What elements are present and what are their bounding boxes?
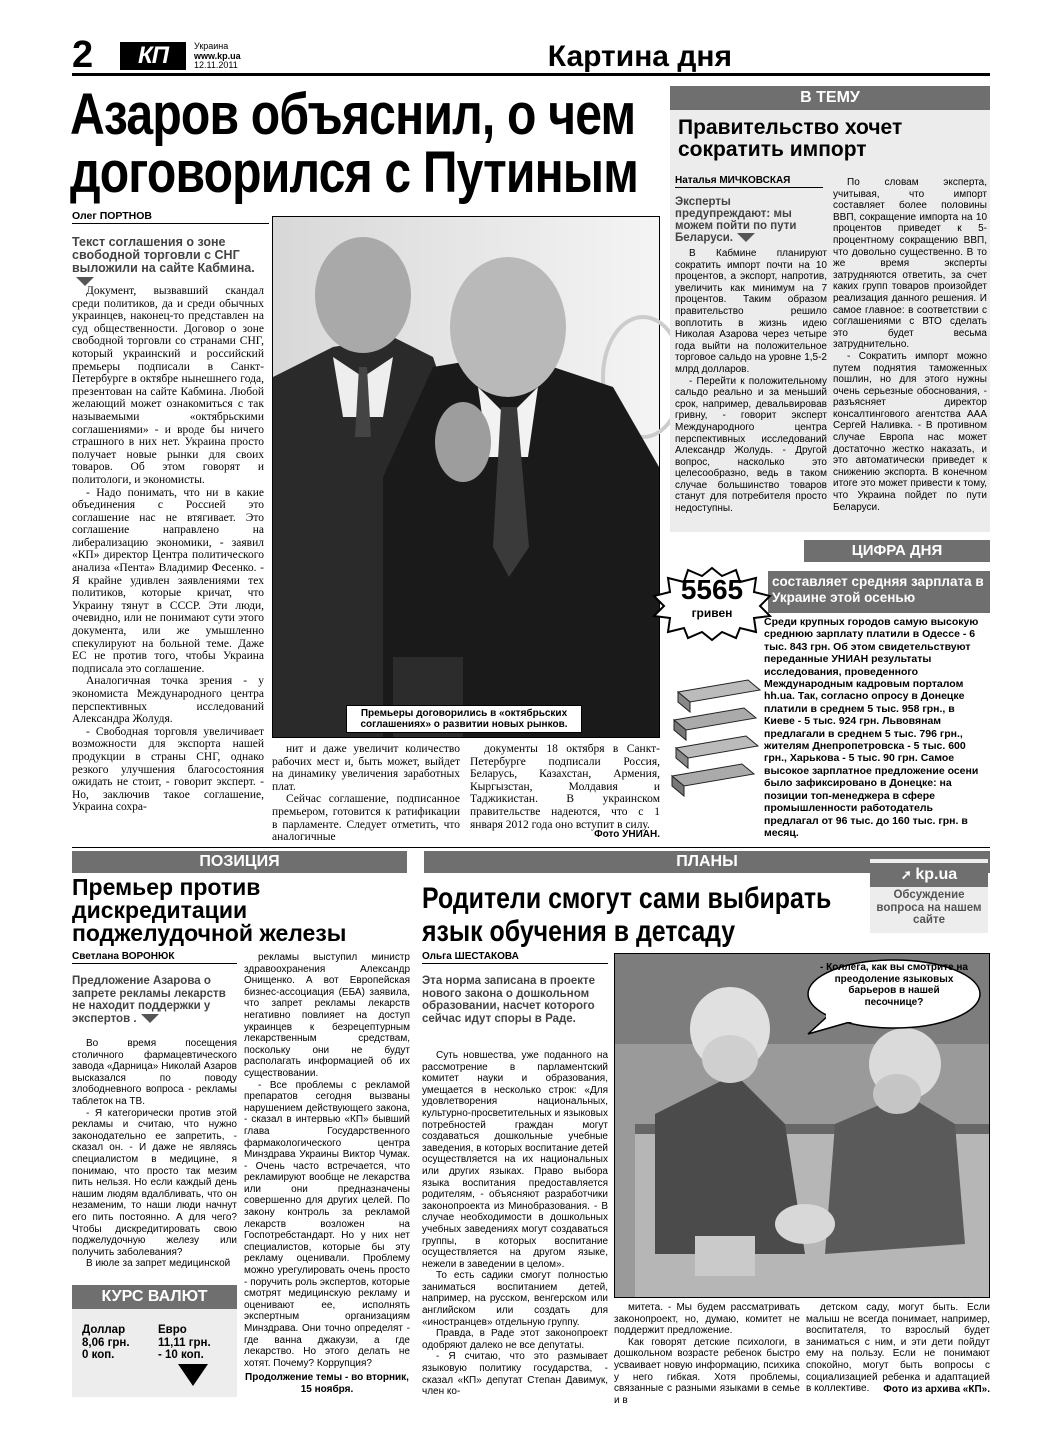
- masthead: [72, 34, 990, 76]
- page-number: 2: [72, 34, 94, 76]
- paragraph: - Свободная торговля увеличивает возможности для экспорта нашей продукции в страны СНГ, однако резкого улучшения благосостояния ожидать не стоит, - говорит эксперт. - Но, заключив такое соглашение, Украина сохра-: [72, 725, 264, 814]
- paragraph: Аналогичная точка зрения - у экономиста Международного центра перспективных исследований Александра Жолудя.: [72, 675, 264, 726]
- dollar-value: 8,06 грн.: [82, 1336, 130, 1349]
- speech-bubble-text: - Коллега, как вы смотрите на преодоление языковых барьеров в нашей песочнице?: [820, 962, 968, 1008]
- paragraph: Документ, вызвавший скандал среди политиков, да и среди обычных украинцев, наконец-то представлен на суд общественности. Договор о зоне свободной торговли со странами СНГ, который украинский и российский премьеры подписали в Санкт-Петербурге в октябре нынешнего года, презентован на сайте Кабмина. Любой желающий может ознакомиться с так называемыми «октябрьскими соглашениями» - и вроде бы ничего страшного в них нет. Украина просто получает новые рынки для своих товаров. Об этом говорят и политологи, и экономисты.: [72, 285, 264, 486]
- plans-headline: [422, 882, 832, 948]
- main-column-3: [470, 743, 660, 829]
- position-lead-text: Предложение Азарова о запрете рекламы лекарств не находит поддержки у экспертов .: [72, 975, 226, 1025]
- sidebar-lead-text: Эксперты предупреждают: мы можем пойти по пути Беларуси.: [675, 196, 797, 244]
- kp-promo-logo[interactable]: [870, 863, 988, 887]
- euro-label: Евро: [158, 1324, 187, 1336]
- sidebar-rubric: В ТЕМУ: [670, 86, 990, 110]
- sidebar-headline: Правительство хочет сократить импорт: [678, 116, 903, 161]
- kp-logo: КП: [120, 42, 186, 70]
- paragraph: - Я считаю, что это размывает языковую политику государства, - сказал «КП» депутат Степан Давимук, член ко-: [422, 1351, 608, 1398]
- kp-promo-logo-text: kp.ua: [915, 866, 958, 883]
- currency-title: КУРС ВАЛЮТ: [72, 1285, 237, 1309]
- plans-author: Ольга ШЕСТАКОВА: [422, 951, 608, 964]
- masthead-date: 12.11.2011: [194, 60, 238, 70]
- paragraph: нит и даже увеличит количество рабочих мест и, быть может, выйдет на динамику увеличения заработных плат.: [272, 743, 460, 793]
- position-author: Светлана ВОРОНЮК: [72, 951, 237, 964]
- arrow-down-icon: [141, 1014, 159, 1023]
- currency-dollar: [82, 1324, 130, 1362]
- paragraph: По словам эксперта, учитывая, что импорт составляет более половины ВВП, сокращение импорта на 10 процентов приведет к 5-процентному сокращению ВВП, что довольно существенно. В то же время эксперты затрудняются ответить, за счет каких групп товаров произойдет реализация данного решения. И самое главное: в соответствии с соглашениями с ВТО сделать это будет весьма затруднительно.: [833, 177, 987, 351]
- kp-promo-text[interactable]: Обсуждение вопроса на нашем сайте: [876, 889, 982, 926]
- figure-rubric: ЦИФРА ДНЯ: [804, 540, 990, 562]
- main-lead-text: Текст соглашения о зоне свободной торговли с СНГ выложили на сайте Кабмина.: [72, 235, 255, 275]
- position-headline-line1: Премьер против: [72, 874, 261, 900]
- position-rubric: ПОЗИЦИЯ: [72, 851, 407, 873]
- position-continuation: Продолжение темы - во вторник, 15 ноября.: [245, 1372, 409, 1395]
- figure-number: 5565: [680, 574, 744, 605]
- position-column-2: [244, 952, 410, 1372]
- arrow-down-icon: [737, 233, 755, 242]
- main-headline-line1: Азаров объяснил, о чем: [70, 82, 636, 147]
- main-author: Олег ПОРТНОВ: [72, 210, 269, 224]
- plans-column-1: [422, 1050, 608, 1398]
- paragraph: Во время посещения столичного фармацевтического завода «Дарница» Николай Азаров высказался по поводу злободневного вопроса - рекламы таблеток на ТВ.: [72, 1038, 237, 1107]
- cursor-arrow-icon: ➚: [900, 867, 916, 882]
- premiers-photo-svg: [273, 217, 659, 737]
- figure-unit: гривен: [691, 606, 733, 620]
- paragraph: - Сократить импорт можно путем поднятия таможенных пошлин, но для этого нужны очень серьезные обоснования, - разъясняет директор консалтингового агентства ААА Сергей Наливка. - В противном случае Европа нас может достаточно жестко наказать, и это автоматически приведет к снижению экспорта. В конечном итоге это может привести к тому, что Украина пойдет по пути Беларуси.: [833, 350, 987, 513]
- paragraph: В июле за запрет медицинской: [86, 1258, 231, 1270]
- paragraph: детском саду, могут быть. Если малыш не всегда понимает, например, воспитателя, то взрослый будет заниматься с ним, и эти дети пойдут ему на пользу. Если не понимают спокойно, могут быть вопросы с социализацией ребенка и адаптацией в коллективе.: [806, 1302, 990, 1395]
- main-column-1: [72, 285, 264, 840]
- paragraph: митета. - Мы будем рассматривать законопроект, но, думаю, комитет не поддержит предложение.: [614, 1302, 800, 1337]
- plans-rubric: ПЛАНЫ: [424, 851, 990, 873]
- paragraph: - Надо понимать, что ни в какие объединения с Россией это соглашение нас не втягивает. Это соглашение направлено на либерализацию экономики, - заявил «КП» директор Центра политического анализа «Пента» Владимир Фесенко. - Я крайне удивлен заявлениями тех политиков, которые кричат, что Украину тянут в СССР. Эти люди, очевидно, или не понимают сути этого документа, или же умышленно спекулируют на больной теме. Даже ЕС не против того, чтобы Украина подписала это соглашение.: [72, 486, 264, 675]
- sidebar-author: Наталья МИЧКОВСКАЯ: [675, 175, 823, 188]
- dollar-label: Доллар: [82, 1324, 126, 1336]
- sidebar-lead: [675, 196, 825, 244]
- photo-credit: Фото УНИАН.: [594, 829, 660, 840]
- position-headline: [72, 876, 402, 945]
- position-column-1: [72, 1038, 237, 1276]
- plans-headline-line2: язык обучения в детсаду: [422, 915, 736, 948]
- plans-column-2: [614, 1302, 800, 1406]
- dollar-change: 0 коп.: [82, 1349, 115, 1361]
- masthead-info: [194, 42, 241, 71]
- masthead-site: www.kp.ua: [194, 50, 241, 61]
- paragraph: То есть садики смогут полностью заниматься воспитанием детей, например, на русском, венгерском или английском или создать для «иностранцев» отдельную группу.: [422, 1270, 608, 1328]
- children-photo-credit: Фото из архива «КП».: [883, 1384, 990, 1395]
- euro-value: 11,11 грн.: [158, 1336, 211, 1349]
- main-column-2: [272, 743, 460, 844]
- sidebar-column-1: [675, 248, 827, 524]
- paragraph: - Я категорически против этой рекламы и считаю, что нужно законодательно ее запретить, - сказал он. - И даже не являясь специалистом в медицине, я понимаю, что просто так мезим пить нельзя. Но если каждый день нашим людям вдалбливать, что он незаменим, то наши люди начнут его пить постоянно. А для чего? Чтобы дискредитировать свою поджелудочную железу или получить заболевания?: [72, 1107, 237, 1258]
- paragraph: Как говорят детские психологи, в дошкольном возрасте ребенок быстро усваивает новую информацию, психика у него гибкая. Хотя проблемы, связанные с разными языками в семье и в: [614, 1336, 800, 1406]
- paragraph: Суть новшества, уже поданного на рассмотрение в парламентский комитет науки и образования, умещается в несколько строк: «Для удовлетворения национальных, культурно-просветительных и языковых потребностей граждан могут создаваться дошкольные учебные заведения, в которых воспитание детей осуществляется на их национальных или других языках. Право выбора языка воспитания предоставляется родителям, - объясняют разработчики законопроекта из Минобразования. - В случае необходимости в дошкольных учебных заведениях могут создаваться группы, в которых воспитание осуществляется на другом языке, нежели в заведении в целом».: [422, 1050, 608, 1270]
- paragraph: В Кабмине планируют сократить импорт почти на 10 процентов, а экспорт, напротив, увеличить как минимум на 7 процентов. Таким образом правительство решило воплотить в жизнь идею Николая Азарова через четыре года выйти на положительное торговое сальдо на уровне 1,5-2 млрд долларов.: [675, 248, 827, 375]
- paragraph: - Все проблемы с рекламой препаратов сегодня вызваны нарушением действующего закона, - сказал в интервью «КП» бывший глава Государственного фармакологического центра Минздрава Украины Виктор Чумак. - Очень часто встречается, что рекламируют вообще не лекарства или они предназначены совершенно для других целей. По закону контроль за рекламой лекарств возложен на Госпотребстандарт. Но у них нет специалистов, которые бы эту рекламу оценивали. Проблему можно урегулировать очень просто - поручить роль экспертов, которые смотрят медицинскую рекламу и оценивают ее, исполнять экспертным организациям Минздрава. Они точно определят - где ванна джакузи, а где лекарство. Но этого делать не хотят. Почему? Коррупция?: [244, 1079, 410, 1369]
- euro-change: - 10 коп.: [158, 1349, 204, 1361]
- paragraph: документы 18 октября в Санкт-Петербурге подписали Россия, Беларусь, Казахстан, Армения, Кыргызстан, Молдавия и Таджикистан. В украинском правительстве надеются, что с 1 января 2012 года оно вступит в силу.: [470, 743, 660, 831]
- masthead-country: Украина: [194, 41, 229, 51]
- currency-euro: [158, 1324, 211, 1362]
- plans-lead: Эта норма записана в проекте нового закона о дошкольном образовании, насчет которого сейчас идут споры в Раде.: [422, 975, 596, 1025]
- kp-promo[interactable]: [870, 859, 988, 933]
- paragraph: Сейчас соглашение, подписанное премьером, готовится к ратификации в парламенте. Следует отметить, что аналогичные: [272, 793, 460, 844]
- position-lead: [72, 975, 237, 1025]
- paragraph: рекламы выступил министр здравоохранения Александр Онищенко. А вот Европейская бизнес-ассоциация (ЕБА) заявила, что запрет рекламы лекарств негативно повлияет на доступ украинцев к безрецептурным лекарственным средствам, поскольку они не будут располагать информацией об их существовании.: [244, 952, 410, 1079]
- main-headline: [70, 82, 638, 205]
- position-headline-line3: поджелудочной железы: [72, 920, 347, 946]
- main-lead: [72, 236, 264, 288]
- main-headline-line2: договорился с Путиным: [70, 140, 638, 205]
- paragraph: - Перейти к положительному сальдо реально и за меньший срок, например, девальвировав гривну, - говорит эксперт Международного центра перспективных исследований Александр Жолудь. - Другой вопрос, насколько это целесообразно, ведь в таком случае большинство товаров станут для потребителя просто недоступны.: [675, 375, 827, 515]
- section-divider: [72, 847, 990, 848]
- position-headline-line2: дискредитации: [72, 897, 248, 923]
- section-title: Картина дня: [547, 40, 732, 73]
- down-arrow-icon: [178, 1364, 208, 1386]
- figure-text: Среди крупных городов самую высокую среднюю зарплату платили в Одессе - 6 тыс. 843 грн. Об этом свидетельствуют переданные УНИАН результаты исследования, проведенного Международным кадровым порталом hh.ua. Так, согласно опросу в Донецке платили в среднем 5 тыс. 958 грн., в Киеве - 5 тыс. 924 грн. Львовянам предлагали в среднем 5 тыс. 796 грн., жителям Днепропетровска - 5 тыс. 600 грн., Харькова - 5 тыс. 90 грн. Самое высокое зарплатное предложение осени было зафиксировано в Донецке: на позиции топ-менеджера в сфере промышленности работодатель предлагал от 96 тыс. до 160 тыс. грн. в месяц.: [764, 616, 979, 839]
- money-stack-icon: [668, 672, 764, 802]
- paragraph: Правда, в Раде этот законопроект одобряют далеко не все депутаты.: [422, 1328, 608, 1351]
- premiers-photo: [272, 216, 660, 738]
- figure-header: составляет средняя зарплата в Украине этой осенью: [772, 574, 984, 605]
- sidebar-column-2: [833, 177, 987, 523]
- plans-headline-line1: Родители смогут сами выбирать: [422, 882, 832, 915]
- photo-caption: Премьеры договорились в «октябрьских соглашениях» о развитии новых рынков.: [346, 705, 582, 733]
